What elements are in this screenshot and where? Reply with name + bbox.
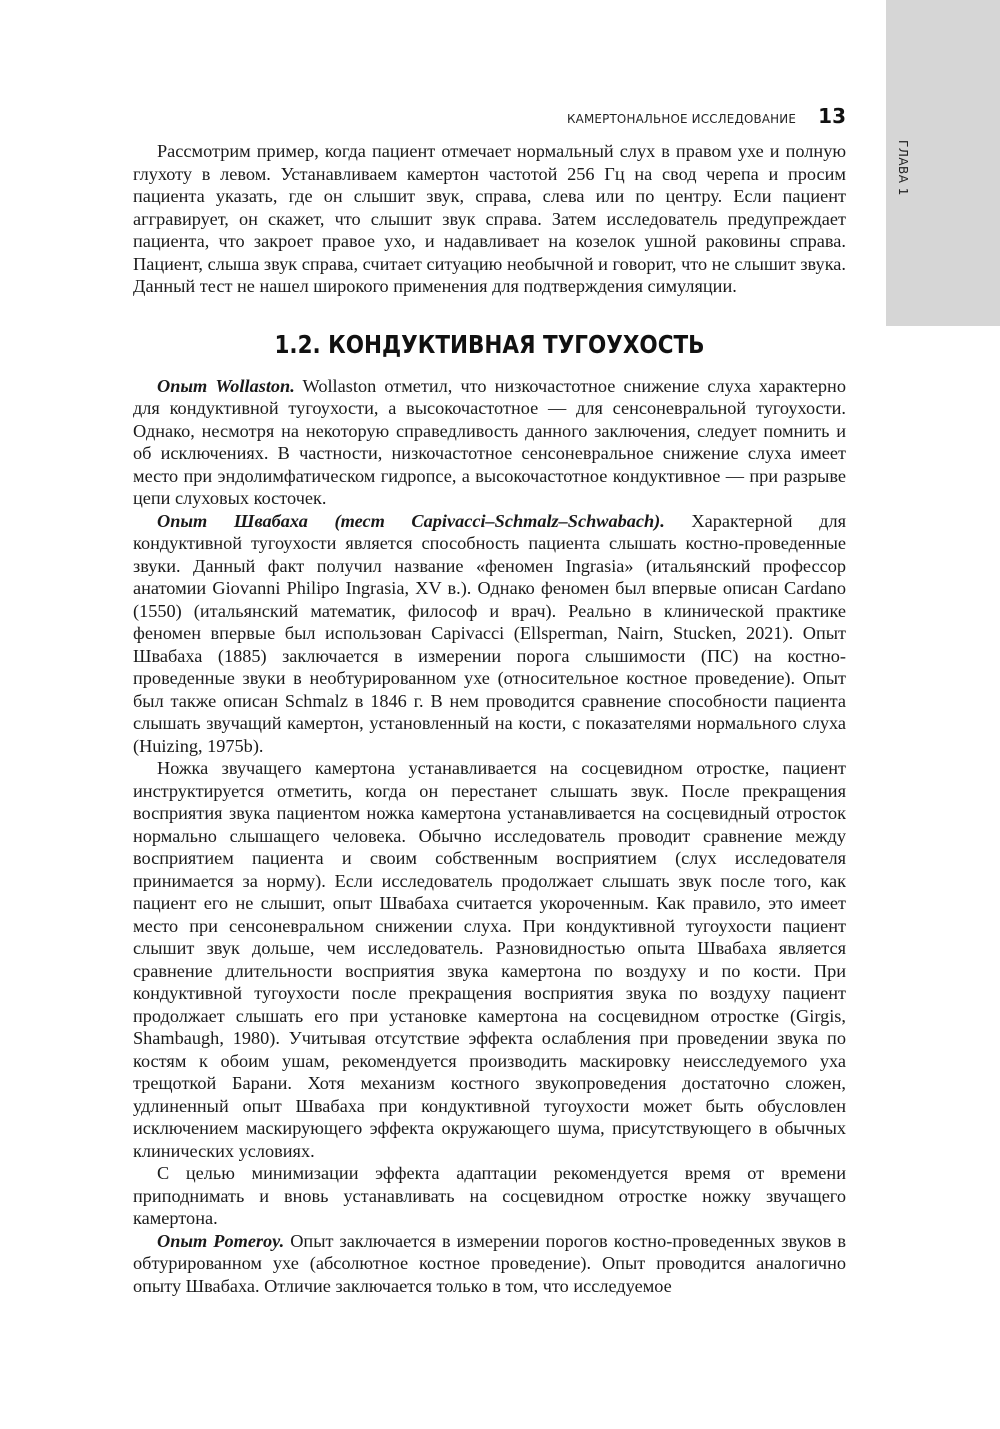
paragraph-schwabach xyxy=(133,510,846,758)
chapter-tab-label: ГЛАВА 1 xyxy=(896,140,910,196)
run-in-heading: Опыт Wollaston. xyxy=(157,375,295,396)
paragraph-procedure: Ножка звучащего камертона устанавливается на сосцевидном отростке, пациент инструктируется отметить, когда он перестанет слышать звук. После прекращения восприятия звука пациентом ножка камертона устанавливается на сосцевидный отросток нормально слышащего человека. Обычно исследователь проводит сравнение между восприятием пациента и своим собственным восприятием (слух исследователя принимается за норму). Если исследователь продолжает слышать звук после того, как пациент его не слышит, опыт Швабаха считается укороченным. Как правило, это имеет место при сенсоневральном снижении слуха. При кондуктивной тугоухости пациент слышит звук дольше, чем исследователь. Разновидностью опыта Швабаха является сравнение длительности восприятия звука камертона по воздуху и по кости. При кондуктивной тугоухости после прекращения восприятия звука по воздуху пациент продолжает слышать его при установке камертона на сосцевидном отростке (Girgis, Shambaugh, 1980). Учитывая отсутствие эффекта ослабления при проведении звука по костям к обоим ушам, рекомендуется производить маскировку неисследуемого уха трещоткой Барани. Хотя механизм костного звукопроведения достаточно сложен, удлиненный опыт Швабаха при кондуктивной тугоухости может быть обусловлен исключением маскирующего эффекта окружающего шума, присутствующего в обычных клинических условиях. xyxy=(133,758,846,1161)
running-header xyxy=(520,104,846,128)
paragraph-text: Характерной для кондуктивной тугоухости является способность пациента слышать костно-проведенные звуки. Данный факт получил название «феномен Ingrasia» (итальянский профессор анатомии Giovanni Philipo Ingrasia, XV в.). Однако феномен был впервые описан Cardano (1550) (итальянский математик, философ и врач). Реально в клинической практике феномен впервые был использован Capivacci (Ellsperman, Nairn, Stucken, 2021). Опыт Швабаха (1885) заключается в измерении порога слышимости (ПС) на костно-проведенные звуки в необтурированном ухе (относительное костное проведение). Опыт был также описан Schmalz в 1846 г. В нем проводится сравнение способности пациента слышать звучащий камертон, установленный на кости, с показателями нормального слуха (Huizing, 1975b). xyxy=(133,510,846,756)
section-heading: 1.2. КОНДУКТИВНАЯ ТУГОУХОСТЬ xyxy=(274,329,705,359)
page-number: 13 xyxy=(818,104,846,128)
paragraph-pomeroy xyxy=(133,1230,846,1298)
run-in-heading: Опыт Pomeroy. xyxy=(157,1230,285,1251)
paragraph-adaptation: С целью минимизации эффекта адаптации рекомендуется время от времени приподнимать и вновь устанавливать на сосцевидном отростке ножку звучащего камертона. xyxy=(133,1163,846,1228)
intro-paragraph: Рассмотрим пример, когда пациент отмечает нормальный слух в правом ухе и полную глухоту в левом. Устанавливаем камертон частотой 256 Гц на свод черепа и просим пациента указать, где он слышит звук, справа, слева или по центру. Если пациент аггравирует, он скажет, что слышит звук справа. Затем исследователь предупреждает пациента, что закроет правое ухо, и надавливает на козелок ушной раковины справа. Пациент, слыша звук справа, считает ситуацию необычной и говорит, что не слышит звука. Данный тест не нашел широкого применения для подтверждения симуляции. xyxy=(133,141,846,296)
page-body xyxy=(133,140,846,1297)
running-title: КАМЕРТОНАЛЬНОЕ ИССЛЕДОВАНИЕ xyxy=(567,111,797,126)
paragraph-wollaston xyxy=(133,375,846,510)
paragraph-text: Wollaston отметил, что низкочастотное снижение слуха характерно для кондуктивной тугоухости, а высокочастотное — для сенсоневральной тугоухости. Однако, несмотря на некоторую справедливость данного заключения, следует помнить и об исключениях. В частности, низкочастотное сенсоневральное снижение слуха имеет место при эндолимфатическом гидропсе, а высокочастотное кондуктивное — при разрыве цепи слуховых косточек. xyxy=(133,375,846,508)
paragraph-text: Опыт заключается в измерении порогов костно-проведенных звуков в обтурированном ухе (абсолютное костное проведение). Опыт проводится аналогично опыту Швабаха. Отличие заключается только в том, что исследуемое xyxy=(133,1230,846,1296)
run-in-heading: Опыт Швабаха (тест Capivacci–Schmalz–Schwabach). xyxy=(157,510,665,531)
